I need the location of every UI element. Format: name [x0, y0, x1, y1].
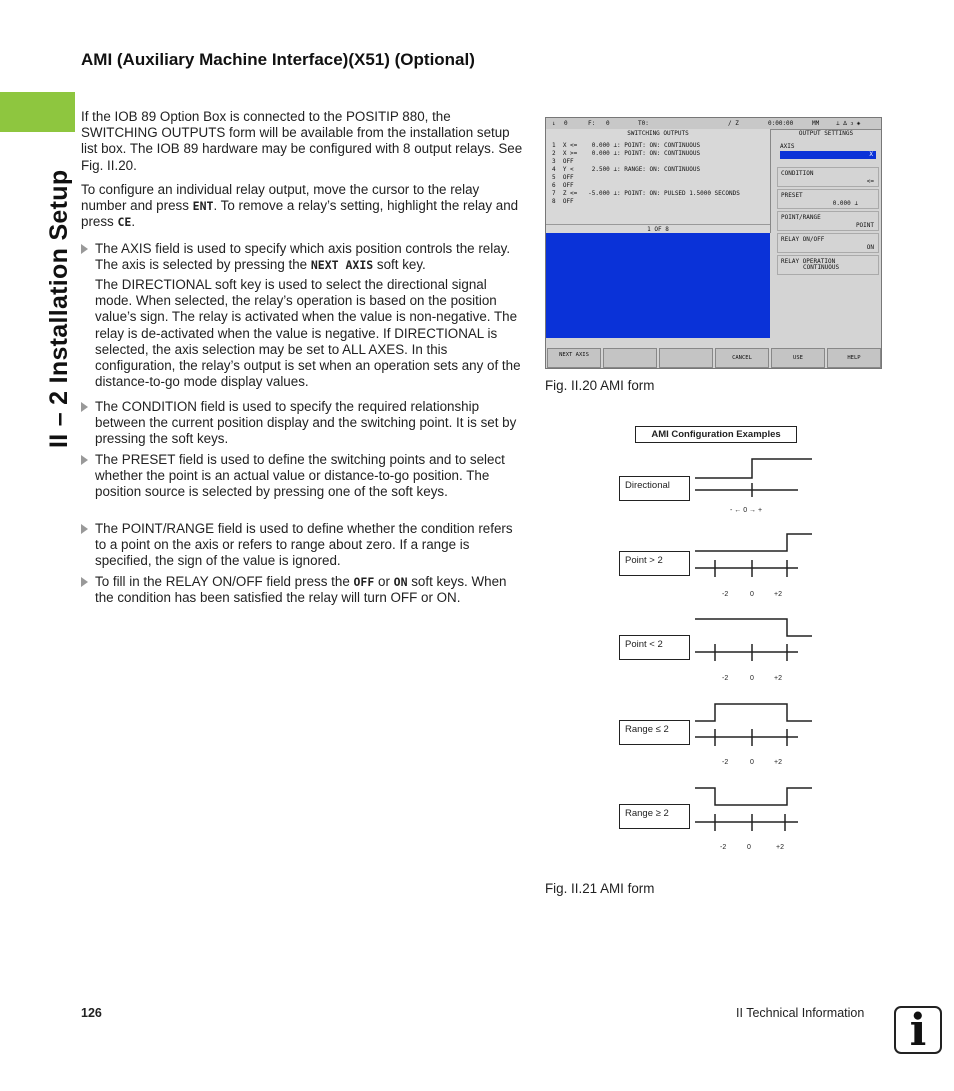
- point-lt-signal: [695, 619, 812, 636]
- display-area: [546, 233, 770, 338]
- tick-label: +2: [774, 759, 782, 766]
- tick-label: 0: [750, 759, 754, 766]
- off-key: OFF: [353, 575, 375, 589]
- axis-field[interactable]: AXIS X: [777, 141, 879, 161]
- ent-key: ENT: [192, 199, 214, 214]
- diagram-label-point-gt: Point > 2: [619, 551, 690, 576]
- info-icon: i: [894, 1006, 942, 1054]
- bullet-arrow-icon: [81, 524, 88, 534]
- help-softkey[interactable]: HELP: [827, 348, 881, 368]
- configure-paragraph: To configure an individual relay output, move the cursor to the relay number and press ENT. To remove a relay’s setting, highlight the relay and press CE.: [81, 182, 519, 230]
- bullet-condition: The CONDITION field is used to specify the required relationship between the current position display and the switching point. It is set by pressing the soft keys.: [81, 399, 527, 448]
- relay-row[interactable]: 1 X <= 0.000 ⊥: POINT: ON: CONTINUOUS: [552, 142, 701, 149]
- page-number: 126: [81, 1006, 102, 1020]
- point-range-field[interactable]: POINT/RANGE POINT: [777, 211, 879, 231]
- status-bar: ↓ 0 F: 0 T0: / Z 0:00:00 MM ⊥ ∆ ↄ ◈: [546, 118, 881, 130]
- directional-signal: [695, 459, 812, 478]
- bullet-arrow-icon: [81, 244, 88, 254]
- ce-key: CE: [117, 215, 132, 230]
- softkey-blank[interactable]: [603, 348, 657, 368]
- relay-row[interactable]: 5 OFF: [552, 174, 574, 181]
- on-key: ON: [393, 575, 408, 589]
- cancel-softkey[interactable]: CANCEL: [715, 348, 769, 368]
- relay-row[interactable]: 4 Y < 2.500 ⊥: RANGE: ON: CONTINUOUS: [552, 166, 701, 173]
- status-arrow-icon: ↓: [552, 120, 556, 127]
- use-softkey[interactable]: USE: [771, 348, 825, 368]
- footer-section: II Technical Information: [736, 1006, 865, 1020]
- section-heading: AMI (Auxiliary Machine Interface)(X51) (Optional): [81, 50, 475, 69]
- next-axis-key: NEXT AXIS: [310, 258, 374, 273]
- tick-label: +2: [774, 591, 782, 598]
- tick-label: -2: [722, 591, 729, 598]
- bullet-arrow-icon: [81, 577, 88, 587]
- tick-label: 0: [750, 675, 754, 682]
- bullet-arrow-icon: [81, 402, 88, 412]
- tick-label: +2: [776, 844, 784, 851]
- bullet-axis: The AXIS field is used to specify which axis position controls the relay. The axis is selected by pressing the NEXT AXIS soft key.: [81, 241, 527, 273]
- range-le-signal: [695, 704, 812, 721]
- output-settings-panel: OUTPUT SETTINGS AXIS X CONDITION <= PRESET 0.000 ⊥ POINT/RANGE POINT RELAY ON/OFF ON RELAY OPERATION CONTINUOUS: [771, 129, 881, 338]
- diagram-label-range-ge: Range ≥ 2: [619, 804, 690, 829]
- figure-caption: Fig. II.21 AMI form: [545, 881, 655, 896]
- switching-diagrams: [690, 450, 820, 860]
- tick-label: -2: [722, 759, 729, 766]
- figure-caption: Fig. II.20 AMI form: [545, 378, 655, 393]
- relay-row[interactable]: 2 X >= 0.000 ⊥: POINT: ON: CONTINUOUS: [552, 150, 701, 157]
- softkey-blank[interactable]: [659, 348, 713, 368]
- range-ge-signal: [695, 788, 812, 805]
- tick-label: +2: [774, 675, 782, 682]
- tick-label: 0: [750, 591, 754, 598]
- diagram-label-point-lt: Point < 2: [619, 635, 690, 660]
- relay-operation-field[interactable]: RELAY OPERATION CONTINUOUS: [777, 255, 879, 275]
- switching-outputs-list: SWITCHING OUTPUTS 1 X <= 0.000 ⊥: POINT: ON: CONTINUOUS 2 X >= 0.000 ⊥: POINT: ON: CONTINUOUS 3 OFF 4 Y < 2.500 ⊥: RANGE: ON: CONTINUOUS 5 OFF 6 OFF 7 Z <= -5.000 ⊥: POINT: ON: PULSED 1.5000 SECONDS 8 OFF 1 OF 8: [546, 129, 771, 233]
- relay-on-off-field[interactable]: RELAY ON/OFF ON: [777, 233, 879, 253]
- relay-row[interactable]: 7 Z <= -5.000 ⊥: POINT: ON: PULSED 1.5000 SECONDS: [552, 190, 740, 197]
- page-indicator: 1 OF 8: [546, 224, 770, 233]
- diagram-label-directional: Directional: [619, 476, 690, 501]
- intro-paragraph: If the IOB 89 Option Box is connected to the POSITIP 880, the SWITCHING OUTPUTS form will be available from the installation setup list box. The IOB 89 hardware may be configured with 8 output relays. See Fig. II.20.: [81, 109, 523, 173]
- relay-row[interactable]: 3 OFF: [552, 158, 574, 165]
- ami-form-screenshot: [545, 117, 882, 369]
- side-section-title: II – 2 Installation Setup: [45, 169, 73, 448]
- tick-label: -2: [722, 675, 729, 682]
- next-axis-softkey[interactable]: NEXT AXIS: [547, 348, 601, 368]
- condition-field[interactable]: CONDITION <=: [777, 167, 879, 187]
- tick-label: -2: [720, 844, 727, 851]
- bullet-relay: To fill in the RELAY ON/OFF field press the OFF or ON soft keys. When the condition has been satisfied the relay will turn OFF or ON.: [81, 574, 527, 606]
- preset-field[interactable]: PRESET 0.000 ⊥: [777, 189, 879, 209]
- bullet-preset: The PRESET field is used to define the switching points and to select whether the point is an actual value or distance-to-go position. The position source is selected by pressing one of the soft keys.: [81, 452, 527, 501]
- softkey-bar: [546, 348, 881, 369]
- diagram-title: AMI Configuration Examples: [635, 426, 797, 443]
- diagram-label-range-le: Range ≤ 2: [619, 720, 690, 745]
- directional-axis-label: - ← 0 → +: [730, 507, 763, 514]
- relay-row[interactable]: 6 OFF: [552, 182, 574, 189]
- point-gt-signal: [695, 534, 812, 551]
- relay-row[interactable]: 8 OFF: [552, 198, 574, 205]
- tick-label: 0: [747, 844, 751, 851]
- directional-paragraph: The DIRECTIONAL soft key is used to select the directional signal mode. When selected, the relay’s operation is based on the position value’s sign. The relay is activated when the value is non-negative. The relay is de-activated when the value is negative. If DIRECTIONAL is selected, the axis selection may be set to ALL AXES. In this configuration, the relay’s output is set when an operation sets any of the distance-to-go mode display values.: [95, 277, 521, 390]
- bullet-arrow-icon: [81, 455, 88, 465]
- bullet-point-range: The POINT/RANGE field is used to define whether the condition refers to a point on the axis or refers to range about zero. If a range is specified, the sign of the value is ignored.: [81, 521, 527, 570]
- status-icons: ⊥ ∆ ↄ ◈: [836, 120, 861, 127]
